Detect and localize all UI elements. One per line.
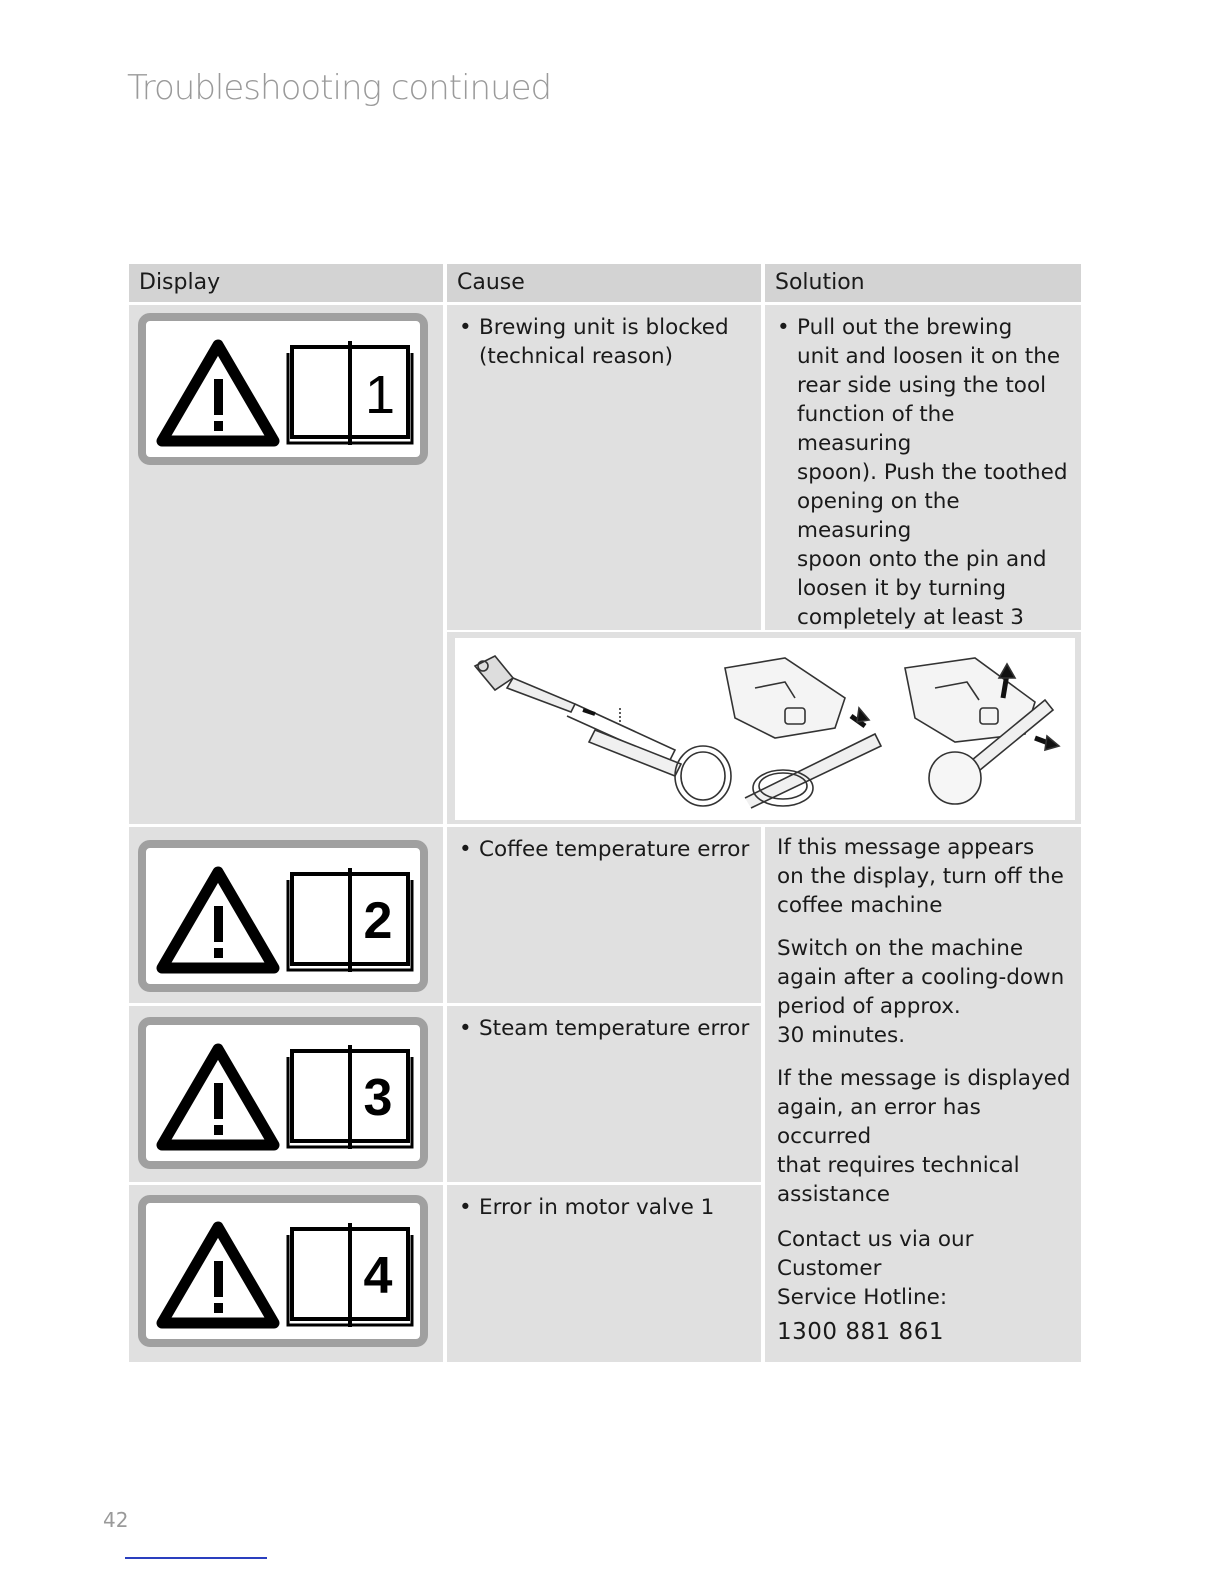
header-solution: Solution — [765, 264, 1081, 302]
solution-paragraph-contact: Contact us via our Customer Service Hotline: — [777, 1227, 974, 1310]
solution-paragraph-switch-on: Switch on the machine again after a cooling-down period of approx. 30 minutes. — [777, 936, 1065, 1048]
solution-paragraph-turn-off: If this message appears on the display, turn off the coffee machine — [777, 835, 1064, 918]
display-icon-box-4 — [138, 1195, 428, 1347]
cause-item-1: • Brewing unit is blocked (technical reason) — [459, 313, 751, 371]
page-number: 42 — [103, 1508, 129, 1532]
warning-manual-4-icon — [146, 1203, 420, 1339]
brewing-unit-pin-drawing — [725, 658, 881, 808]
brewing-unit-turning-drawing — [905, 658, 1059, 804]
svg-text:4: 4 — [363, 1247, 393, 1305]
solution-paragraph-error: If the message is displayed again, an error has occurred that requires technical assistance — [777, 1066, 1071, 1207]
display-icon-box-3 — [138, 1017, 428, 1169]
cause-cell-1 — [447, 305, 761, 630]
cause-item-2: • Coffee temperature error — [459, 835, 751, 864]
svg-text:2: 2 — [363, 892, 393, 950]
cause-item-4: • Error in motor valve 1 — [459, 1193, 751, 1222]
cause-cell-3 — [447, 1006, 761, 1182]
header-display: Display — [129, 264, 443, 302]
display-icon-box-1 — [138, 313, 428, 465]
solution-cell-1 — [765, 305, 1081, 630]
warning-manual-3-icon — [146, 1025, 420, 1161]
svg-text:3: 3 — [363, 1069, 393, 1127]
display-icon-box-2 — [138, 840, 428, 992]
cause-cell-4 — [447, 1185, 761, 1362]
footer-rule — [125, 1557, 267, 1559]
warning-manual-1-icon — [146, 321, 420, 457]
svg-text:1: 1 — [364, 365, 396, 425]
cause-cell-2 — [447, 827, 761, 1003]
cause-item-3: • Steam temperature error — [459, 1014, 751, 1043]
brewing-unit-loosening-illustration — [455, 638, 1075, 820]
page-title: Troubleshooting continued — [127, 68, 552, 108]
shared-solution-cell — [765, 827, 1081, 1362]
header-cause: Cause — [447, 264, 761, 302]
warning-manual-2-icon — [146, 848, 420, 984]
measuring-spoon-tool-drawing — [475, 656, 731, 806]
hotline-number: 1300 881 861 — [777, 1319, 944, 1345]
solution-item-1: • Pull out the brewing unit and loosen it on the rear side using the tool function of the measuring spoon). Push the toothed opening on the measuring spoon onto the pin and loosen it by turning completely at least 3 — [777, 313, 1071, 719]
